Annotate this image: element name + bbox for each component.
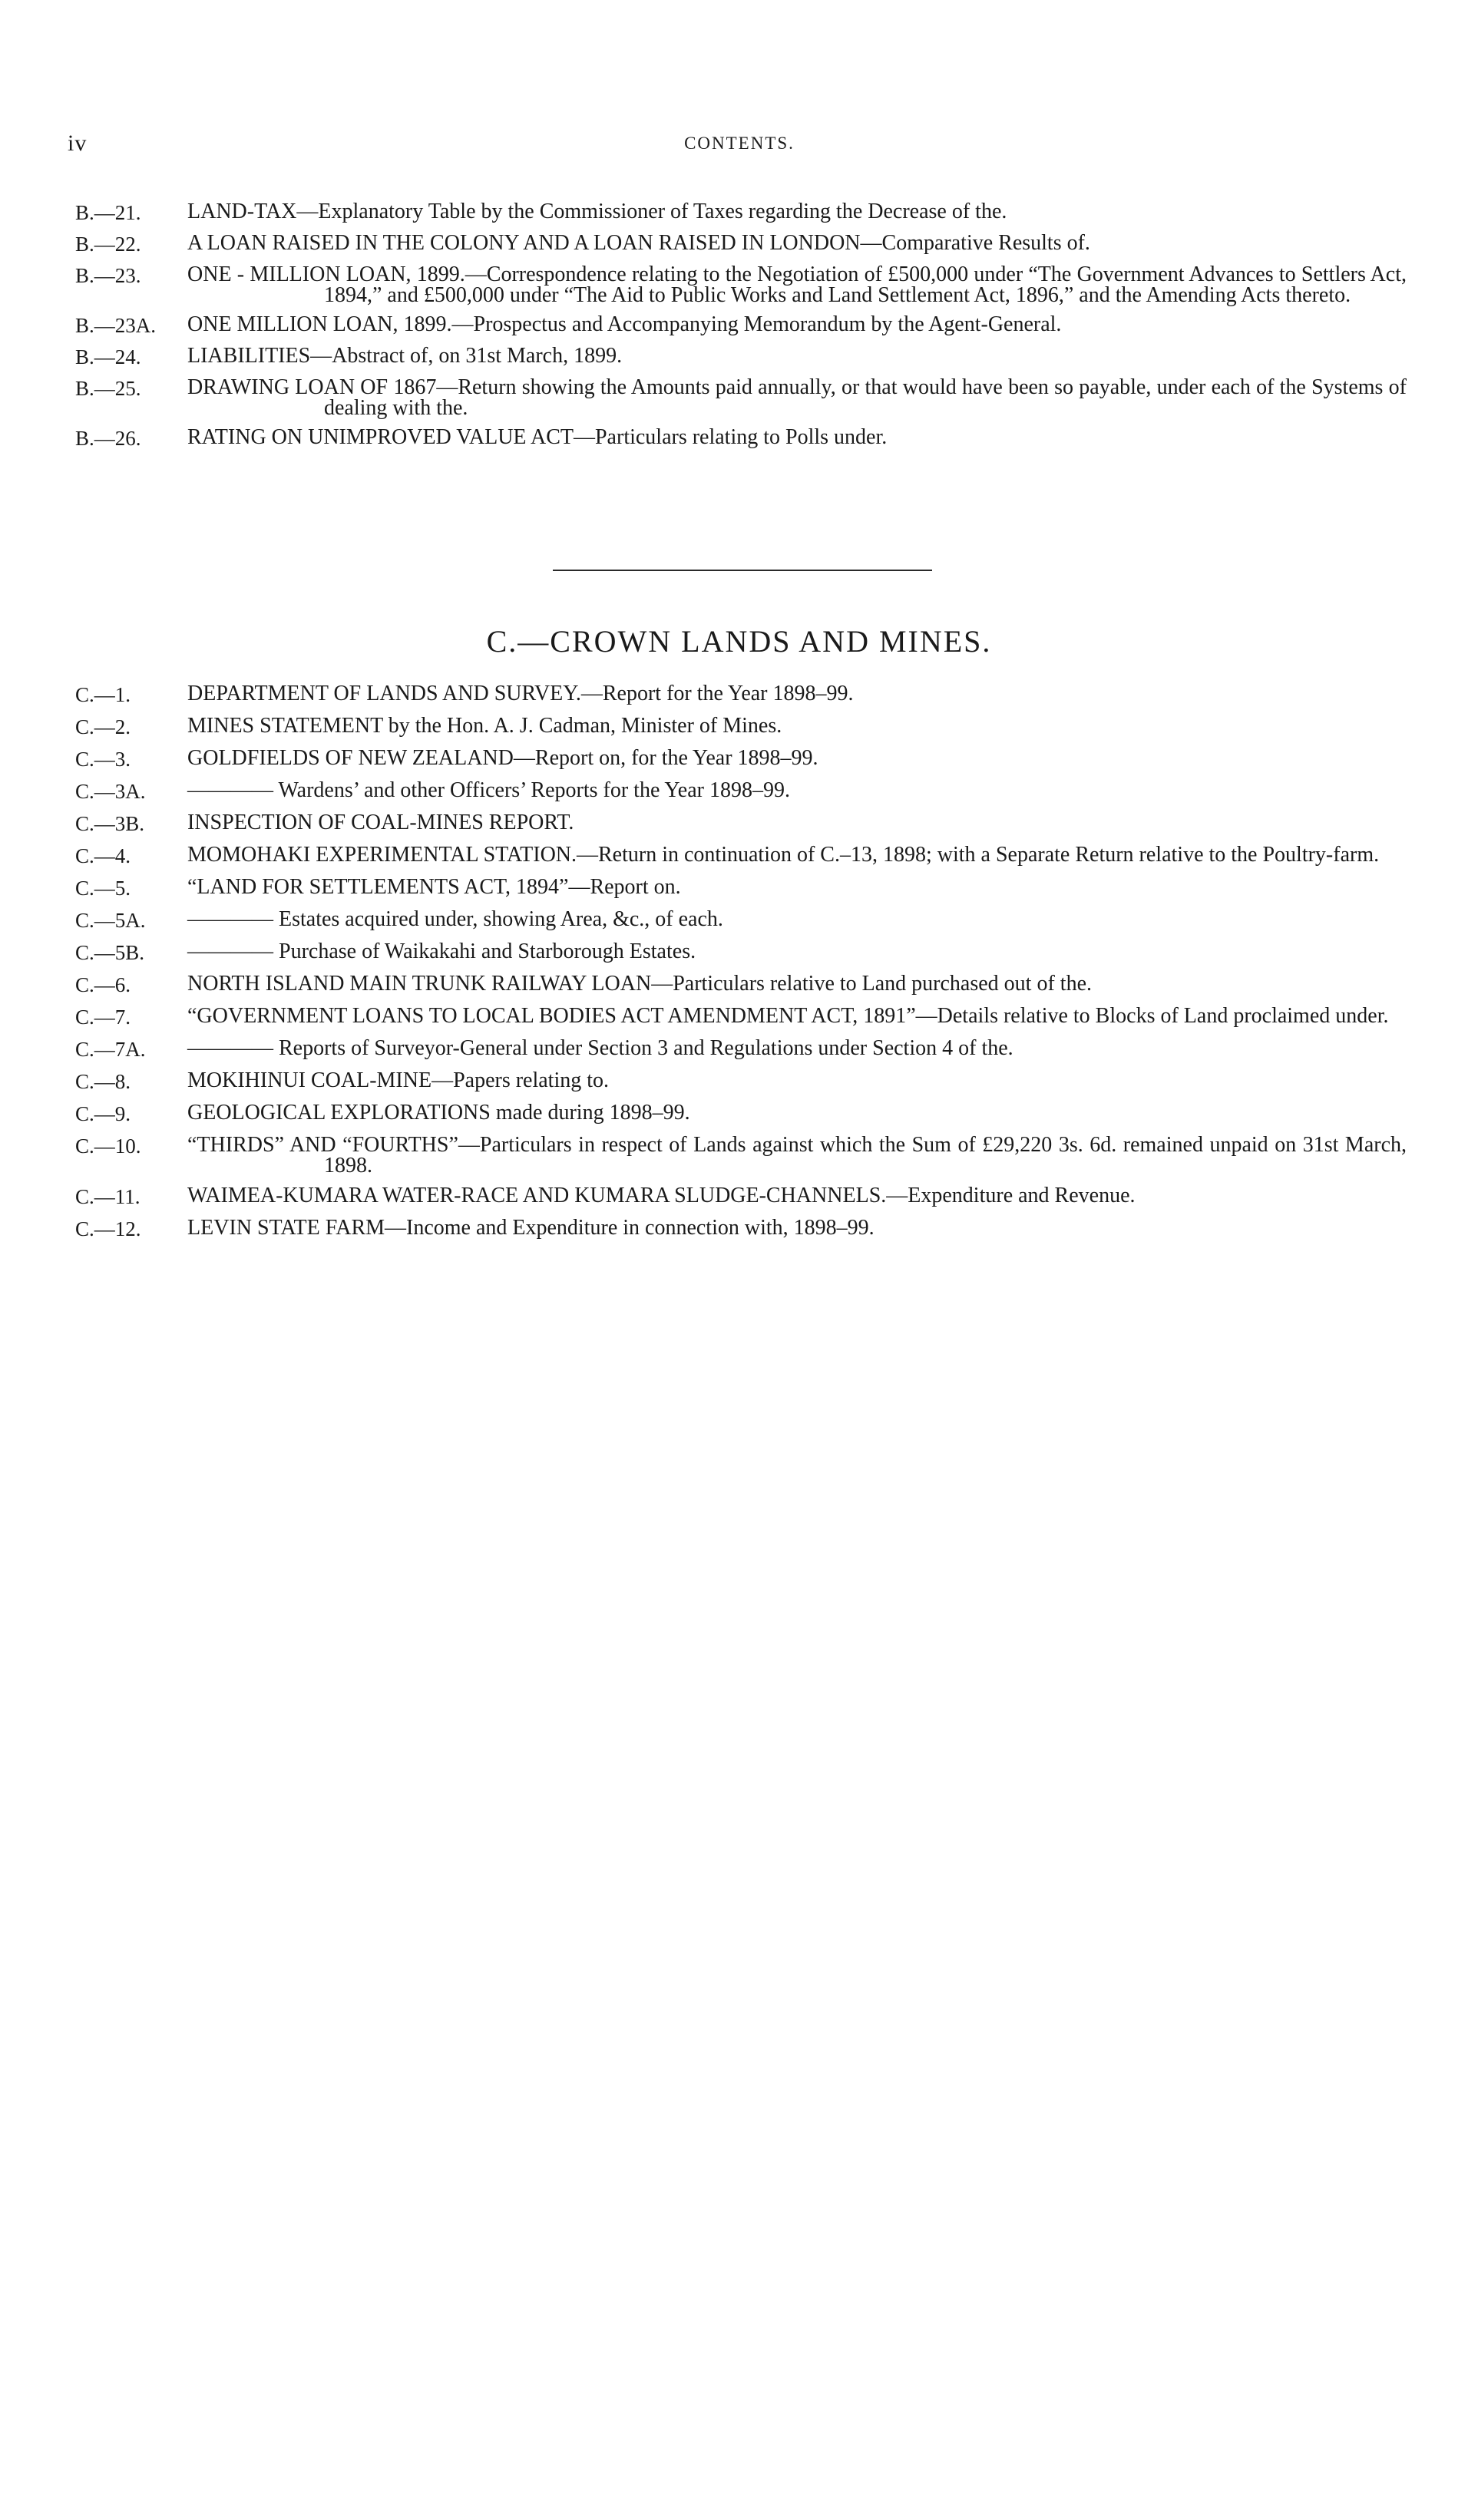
contents-entry (0, 715, 1478, 738)
entry-text: NORTH ISLAND MAIN TRUNK RAILWAY LOAN—Particulars relative to Land purchased out of the. (187, 972, 1092, 996)
entry-code: C.—5B. (75, 941, 145, 964)
contents-entry (0, 812, 1478, 835)
running-title: CONTENTS. (684, 134, 795, 153)
entry-text: “LAND FOR SETTLEMENTS ACT, 1894”—Report on. (187, 875, 681, 899)
contents-entry (0, 264, 1478, 306)
entry-code: C.—7A. (75, 1038, 146, 1061)
entry-code: C.—8. (75, 1070, 131, 1093)
entry-text: WAIMEA-KUMARA WATER-RACE AND KUMARA SLUDGE-CHANNELS.—Expenditure and Revenue. (187, 1184, 1136, 1207)
contents-entry (0, 1070, 1478, 1093)
contents-entry (0, 909, 1478, 932)
contents-entry (0, 345, 1478, 368)
entry-code: B.—23A. (75, 314, 157, 337)
contents-entry (0, 748, 1478, 771)
entry-text: A LOAN RAISED IN THE COLONY AND A LOAN RAISED IN LONDON—Comparative Results of. (187, 231, 1090, 255)
entry-text: GEOLOGICAL EXPLORATIONS made during 1898–99. (187, 1101, 690, 1125)
entry-code: C.—3A. (75, 780, 146, 803)
entry-code: C.—1. (75, 683, 131, 706)
entry-code: B.—21. (75, 201, 141, 224)
entry-text: LAND-TAX—Explanatory Table by the Commissioner of Taxes regarding the Decrease of the. (187, 200, 1007, 223)
entry-text: ONE MILLION LOAN, 1899.—Prospectus and Accompanying Memorandum by the Agent-General. (187, 312, 1062, 336)
entry-text: INSPECTION OF COAL-MINES REPORT. (187, 811, 574, 834)
page-header (68, 130, 1411, 161)
entry-code: C.—6. (75, 973, 131, 996)
contents-entry (0, 1134, 1478, 1176)
page-number: iv (68, 130, 88, 156)
entry-code: C.—5A. (75, 909, 146, 932)
entry-text: ———— Estates acquired under, showing Area, &c., of each. (187, 907, 723, 931)
entry-code: C.—12. (75, 1217, 141, 1240)
contents-entry (0, 314, 1478, 337)
entry-code: C.—7. (75, 1006, 131, 1029)
entry-text: “GOVERNMENT LOANS TO LOCAL BODIES ACT AMENDMENT ACT, 1891”—Details relative to Blocks of Land proclaimed under. (187, 1004, 1389, 1028)
section-heading: C.—CROWN LANDS AND MINES. (486, 624, 992, 659)
section-divider (553, 570, 932, 571)
entry-code: B.—24. (75, 345, 141, 368)
entry-text: DRAWING LOAN OF 1867—Return showing the Amounts paid annually, or that would have been so payable, under each of the Systems of dealing with the. (187, 375, 1407, 420)
contents-entry (0, 377, 1478, 418)
entry-code: C.—10. (75, 1134, 141, 1158)
entry-code: B.—26. (75, 427, 141, 450)
contents-entry (0, 1185, 1478, 1208)
contents-entry (0, 683, 1478, 706)
contents-entry (0, 427, 1478, 450)
entry-code: C.—5. (75, 877, 131, 900)
entry-code: C.—3. (75, 748, 131, 771)
contents-entry (0, 201, 1478, 224)
contents-entry (0, 941, 1478, 964)
entry-text: MOKIHINUI COAL-MINE—Papers relating to. (187, 1068, 610, 1092)
entry-code: C.—4. (75, 844, 131, 867)
contents-entry (0, 1102, 1478, 1125)
contents-entry (0, 780, 1478, 803)
section-b-entries (0, 201, 1478, 458)
contents-entry (0, 877, 1478, 900)
entry-text: LIABILITIES—Abstract of, on 31st March, 1899. (187, 344, 623, 368)
entry-text: ———— Purchase of Waikakahi and Starborough Estates. (187, 940, 696, 963)
entry-code: C.—11. (75, 1185, 141, 1208)
entry-code: C.—3B. (75, 812, 145, 835)
entry-code: B.—25. (75, 377, 141, 400)
entry-text: LEVIN STATE FARM—Income and Expenditure in connection with, 1898–99. (187, 1216, 875, 1240)
entry-code: C.—9. (75, 1102, 131, 1125)
section-c-entries (0, 683, 1478, 1250)
entry-code: B.—23. (75, 264, 141, 287)
entry-text: ONE - MILLION LOAN, 1899.—Correspondence relating to the Negotiation of £500,000 under “The Government Advances to Settlers Act, 1894,” and £500,000 under “The Aid to Public Works and Land Settlement Act, 1896,” and the Amending Acts thereto. (187, 263, 1407, 307)
entry-text: “THIRDS” AND “FOURTHS”—Particulars in respect of Lands against which the Sum of £29,220 3s. 6d. remained unpaid on 31st March, 1898. (187, 1133, 1407, 1177)
entry-text: ———— Reports of Surveyor-General under Section 3 and Regulations under Section 4 of the. (187, 1036, 1013, 1060)
entry-text: GOLDFIELDS OF NEW ZEALAND—Report on, for the Year 1898–99. (187, 746, 818, 770)
contents-entry (0, 1006, 1478, 1029)
contents-entry (0, 233, 1478, 256)
entry-text: ———— Wardens’ and other Officers’ Reports for the Year 1898–99. (187, 778, 790, 802)
contents-entry (0, 973, 1478, 996)
entry-code: B.—22. (75, 233, 141, 256)
contents-entry (0, 1038, 1478, 1061)
entry-text: RATING ON UNIMPROVED VALUE ACT—Particulars relating to Polls under. (187, 425, 888, 449)
entry-code: C.—2. (75, 715, 131, 738)
contents-entry (0, 844, 1478, 867)
contents-entry (0, 1217, 1478, 1240)
entry-text: MINES STATEMENT by the Hon. A. J. Cadman, Minister of Mines. (187, 714, 782, 738)
entry-text: DEPARTMENT OF LANDS AND SURVEY.—Report for the Year 1898–99. (187, 682, 854, 705)
entry-text: MOMOHAKI EXPERIMENTAL STATION.—Return in continuation of C.–13, 1898; with a Separate Return relative to the Poultry-farm. (187, 843, 1380, 867)
